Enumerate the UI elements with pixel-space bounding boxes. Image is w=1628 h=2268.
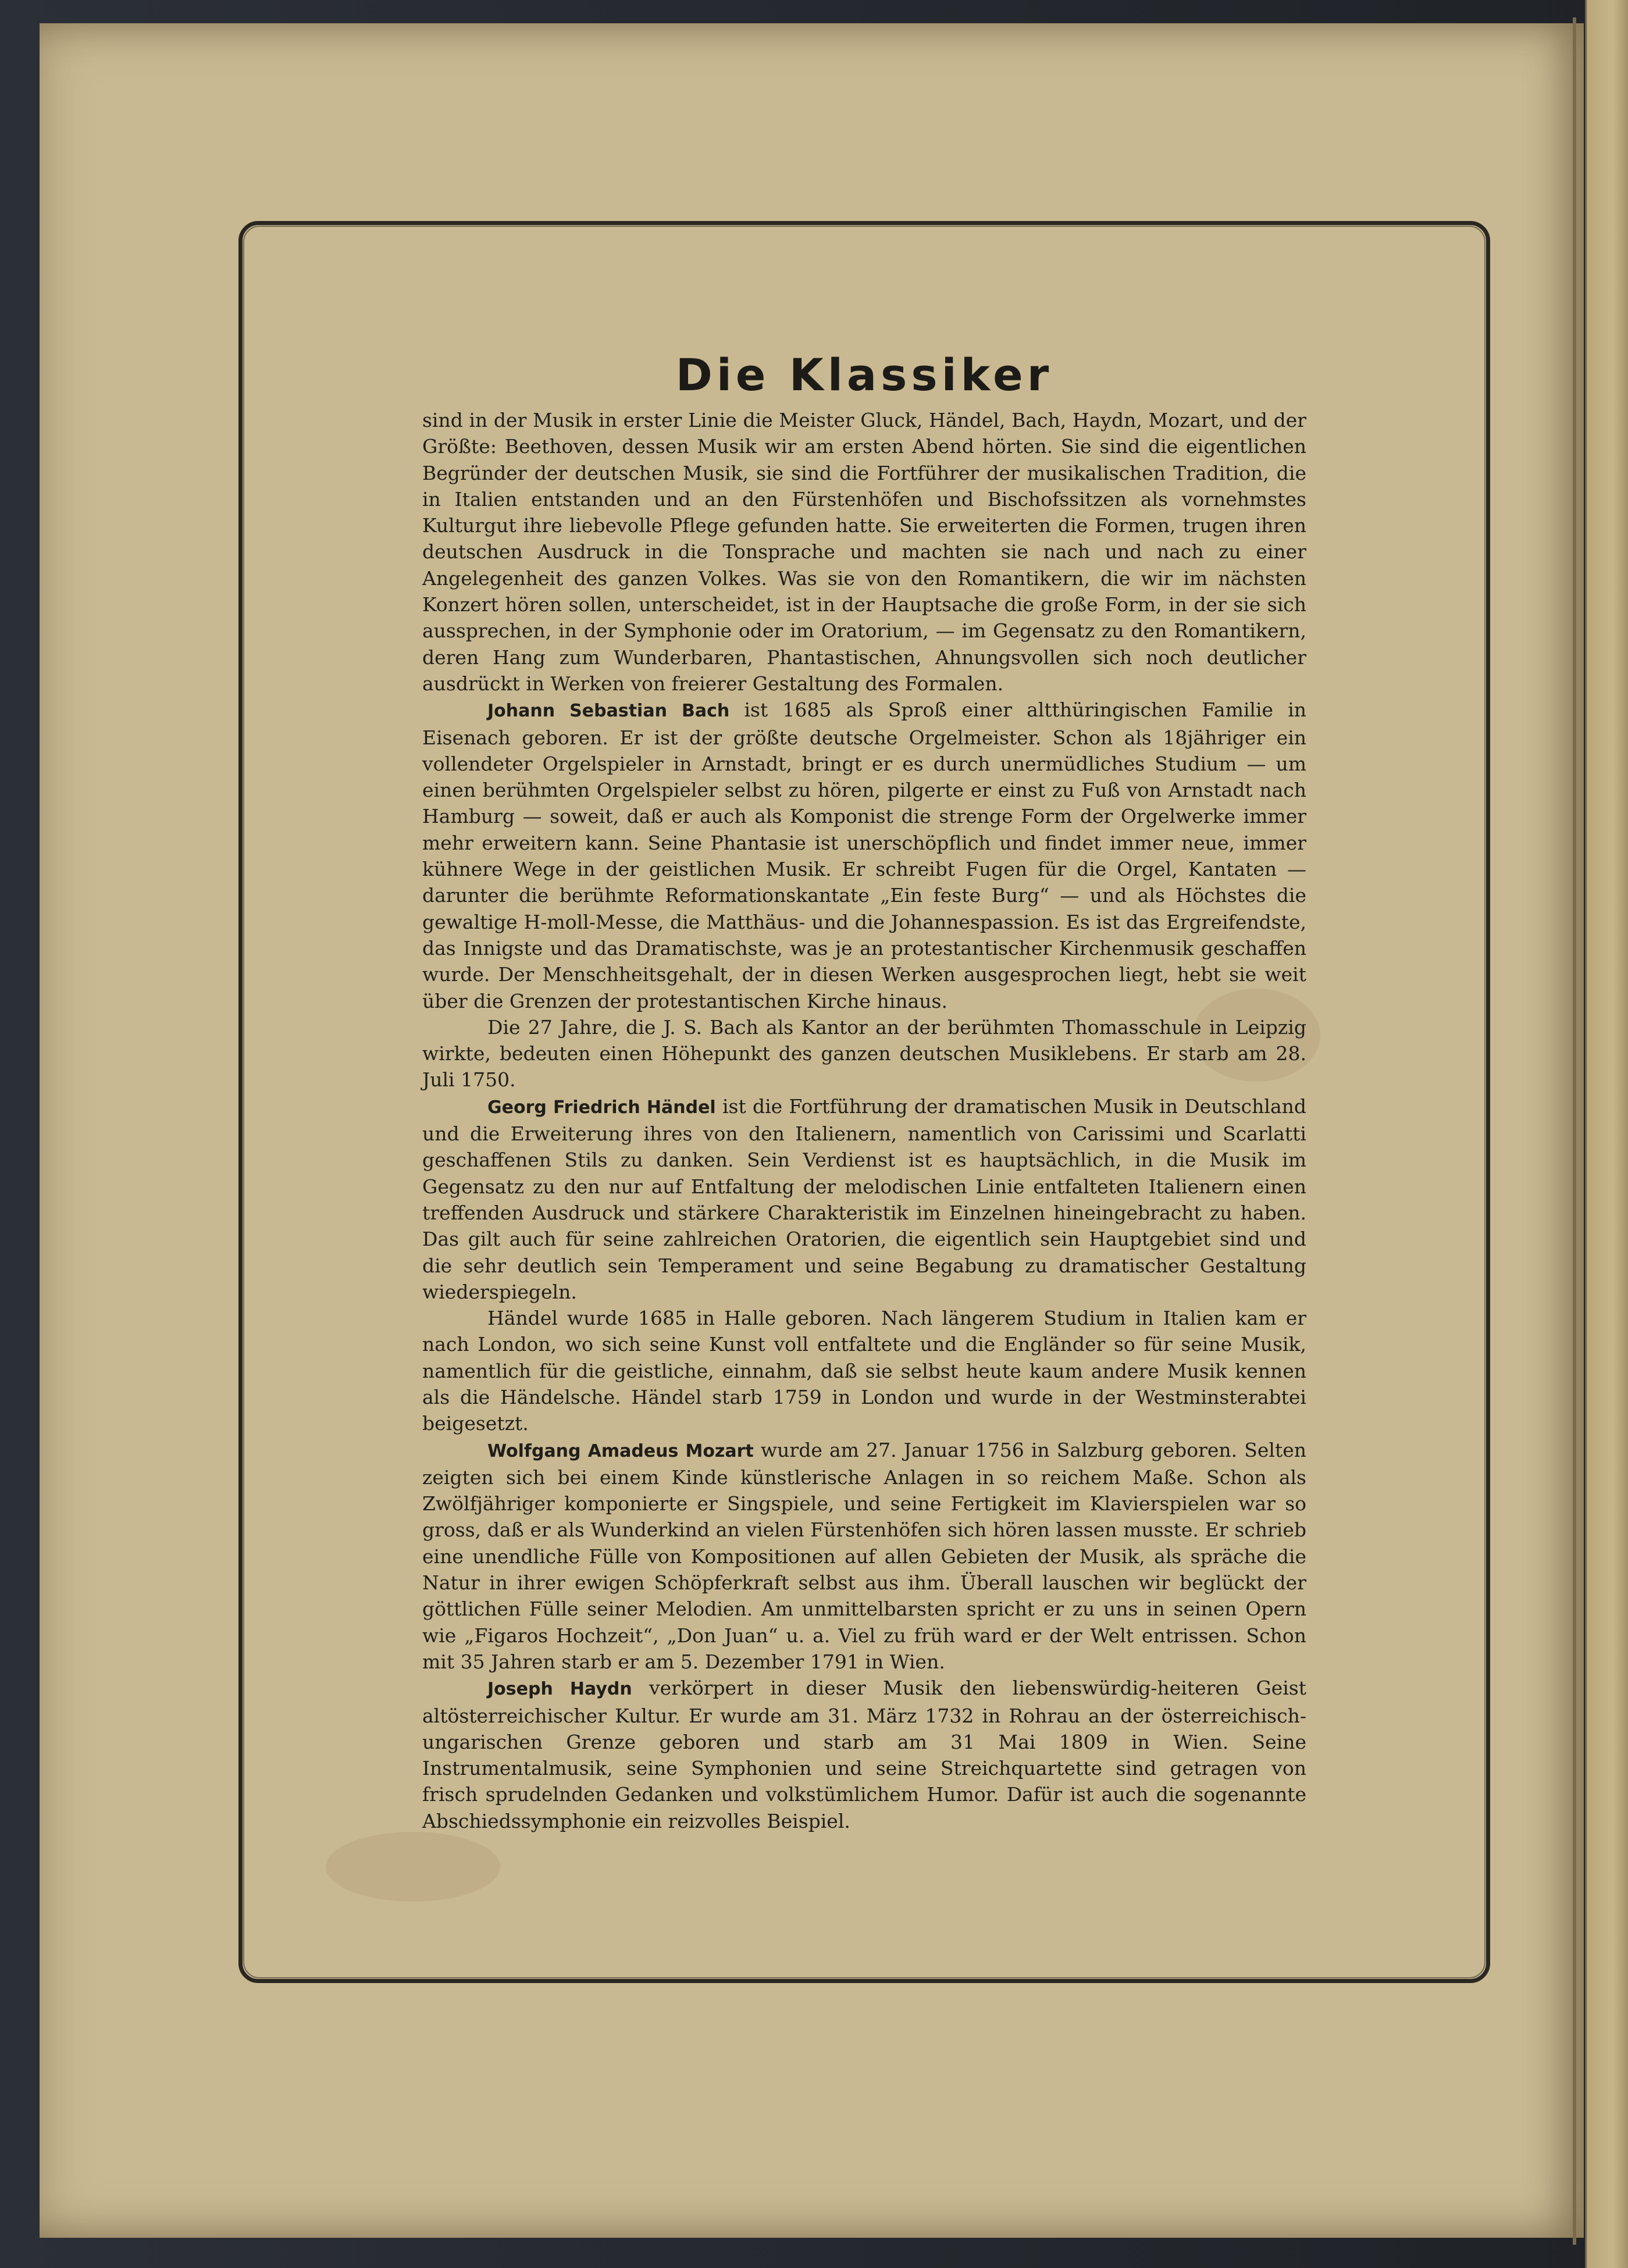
mozart-paragraph xyxy=(422,1437,1306,1675)
composer-name-haendel: Georg Friedrich Händel xyxy=(487,1097,716,1118)
composer-name-bach: Johann Sebastian Bach xyxy=(487,701,730,722)
haydn-text: verkörpert in dieser Musik den liebenswürdig-heiteren Geist altösterreichischer Kultur. Er wurde am 31. März 1732 in Rohrau an der österreichisch-ungarischen Grenze geboren und starb am 31 Mai 1809 in Wien. Seine Instrumentalmusik, seine Symphonien und seine Streichquartette sind getragen von frisch sprudelnden Gedanken und volkstümlichem Humor. Dafür ist auch die sogenannte Abschiedssymphonie ein reizvolles Beispiel. xyxy=(422,1677,1306,1832)
page-fold-line xyxy=(1573,17,1576,2245)
page-title: Die Klassiker xyxy=(675,349,1053,401)
bach-paragraph xyxy=(422,697,1306,1014)
intro-paragraph: sind in der Musik in erster Linie die Meister Gluck, Händel, Bach, Haydn, Mozart, und der Größte: Beethoven, dessen Musik wir am ersten Abend hörten. Sie sind die eigentlichen Begründer der deutschen Musik, sie sind die Fortführer der musikalischen Tradition, die in Italien entstanden und an den Fürstenhöfen und Bischofssitzen als vornehmstes Kulturgut ihre liebevolle Pflege gefunden hatte. Sie erweiterten die Formen, trugen ihren deutschen Ausdruck in die Tonsprache und machten sie nach und nach zu einer Angelegenheit des ganzen Volkes. Was sie von den Romantikern, die wir im nächsten Konzert hören sollen, unterscheidet, ist in der Hauptsache die große Form, in der sie sich aussprechen, in der Symphonie oder im Oratorium, — im Gegensatz zu den Romantikern, deren Hang zum Wunderbaren, Phantastischen, Ahnungsvollen sich noch deutlicher ausdrückt in Werken von freierer Gestaltung des Formalen. xyxy=(422,409,1306,695)
haendel-paragraph xyxy=(422,1093,1306,1305)
haendel-text: ist die Fortführung der dramatischen Musik in Deutschland und die Erweiterung ihres von den Italienern, namentlich von Carissimi und Scarlatti geschaffenen Stils zu danken. Sein Verdienst ist es hauptsächlich, in die Musik im Gegensatz zu den nur auf Entfaltung der melodischen Linie entfalteten Italienern einen treffenden Ausdruck und stärkere Charakteristik im Einzelnen hineingebracht zu haben. Das gilt auch für seine zahlreichen Oratorien, die eigentlich sein Hauptgebiet sind und die sehr deutlich sein Temperament und seine Begabung zu dramatischer Gestaltung wiederspiegeln. xyxy=(422,1094,1306,1303)
composer-name-haydn: Joseph Haydn xyxy=(487,1679,632,1700)
article-body xyxy=(422,407,1306,1834)
bach-paragraph-2: Die 27 Jahre, die J. S. Bach als Kantor an der berühmten Thomasschule in Leipzig wirkte, bedeuten einen Höhepunkt des ganzen deutschen Musiklebens. Er starb am 28. Juli 1750. xyxy=(422,1015,1306,1092)
bach-text: ist 1685 als Sproß einer altthüringischen Familie in Eisenach geboren. Er ist der größte deutsche Orgelmeister. Schon als 18jähriger ein vollendeter Orgelspieler in Arnstadt, bringt er es durch unermüdliches Studium — um einen berühmten Orgelspieler selbst zu hören, pilgerte er einst zu Fuß von Arnstadt nach Hamburg — soweit, daß er auch als Komponist die strenge Form der Orgelwerke immer mehr erweitern kann. Seine Phantasie ist unerschöpflich und findet immer neue, immer kühnere Wege in der geistlichen Musik. Er schreibt Fugen für die Orgel, Kantaten — darunter die berühmte Reformationskantate „Ein feste Burg“ — und als Höchstes die gewaltige H-moll-Messe, die Matthäus- und die Johannespassion. Es ist das Ergreifendste, das Innigste und das Dramatischste, was je an protestantischer Kirchenmusik geschaffen wurde. Der Menschheitsgehalt, der in diesen Werken ausgesprochen liegt, hebt sie weit über die Grenzen der protestantischen Kirche hinaus. xyxy=(422,698,1307,1012)
haydn-paragraph xyxy=(422,1675,1306,1834)
mozart-text: wurde am 27. Januar 1756 in Salzburg geboren. Selten zeigten sich bei einem Kinde künstlerische Anlagen in so reichem Maße. Schon als Zwölfjähriger komponierte er Singspiele, und seine Fertigkeit im Klavierspielen war so gross, daß er als Wunderkind an vielen Fürstenhöfen sich hören lassen musste. Er schrieb eine unendliche Fülle von Kompositionen auf allen Gebieten der Musik, als spräche die Natur in ihrer ewigen Schöpferkraft selbst aus ihm. Überall lauschen wir beglückt der göttlichen Fülle seiner Melodien. Am unmittelbarsten spricht er zu uns in seinen Opern wie „Figaros Hochzeit“, „Don Juan“ u. a. Viel zu früh ward er der Welt entrissen. Schon mit 35 Jahren starb er am 5. Dezember 1791 in Wien. xyxy=(422,1438,1306,1673)
haendel-paragraph-2: Händel wurde 1685 in Halle geboren. Nach längerem Studium in Italien kam er nach London, wo sich seine Kunst voll entfaltete und die Engländer so für seine Musik, namentlich für die geistliche, einnahm, daß sie selbst heute kaum andere Musik kennen als die Händelsche. Händel starb 1759 in London und wurde in der Westminsterabtei beigesetzt. xyxy=(422,1307,1306,1435)
composer-name-mozart: Wolfgang Amadeus Mozart xyxy=(487,1440,754,1461)
next-page-edge xyxy=(1585,0,1628,2268)
